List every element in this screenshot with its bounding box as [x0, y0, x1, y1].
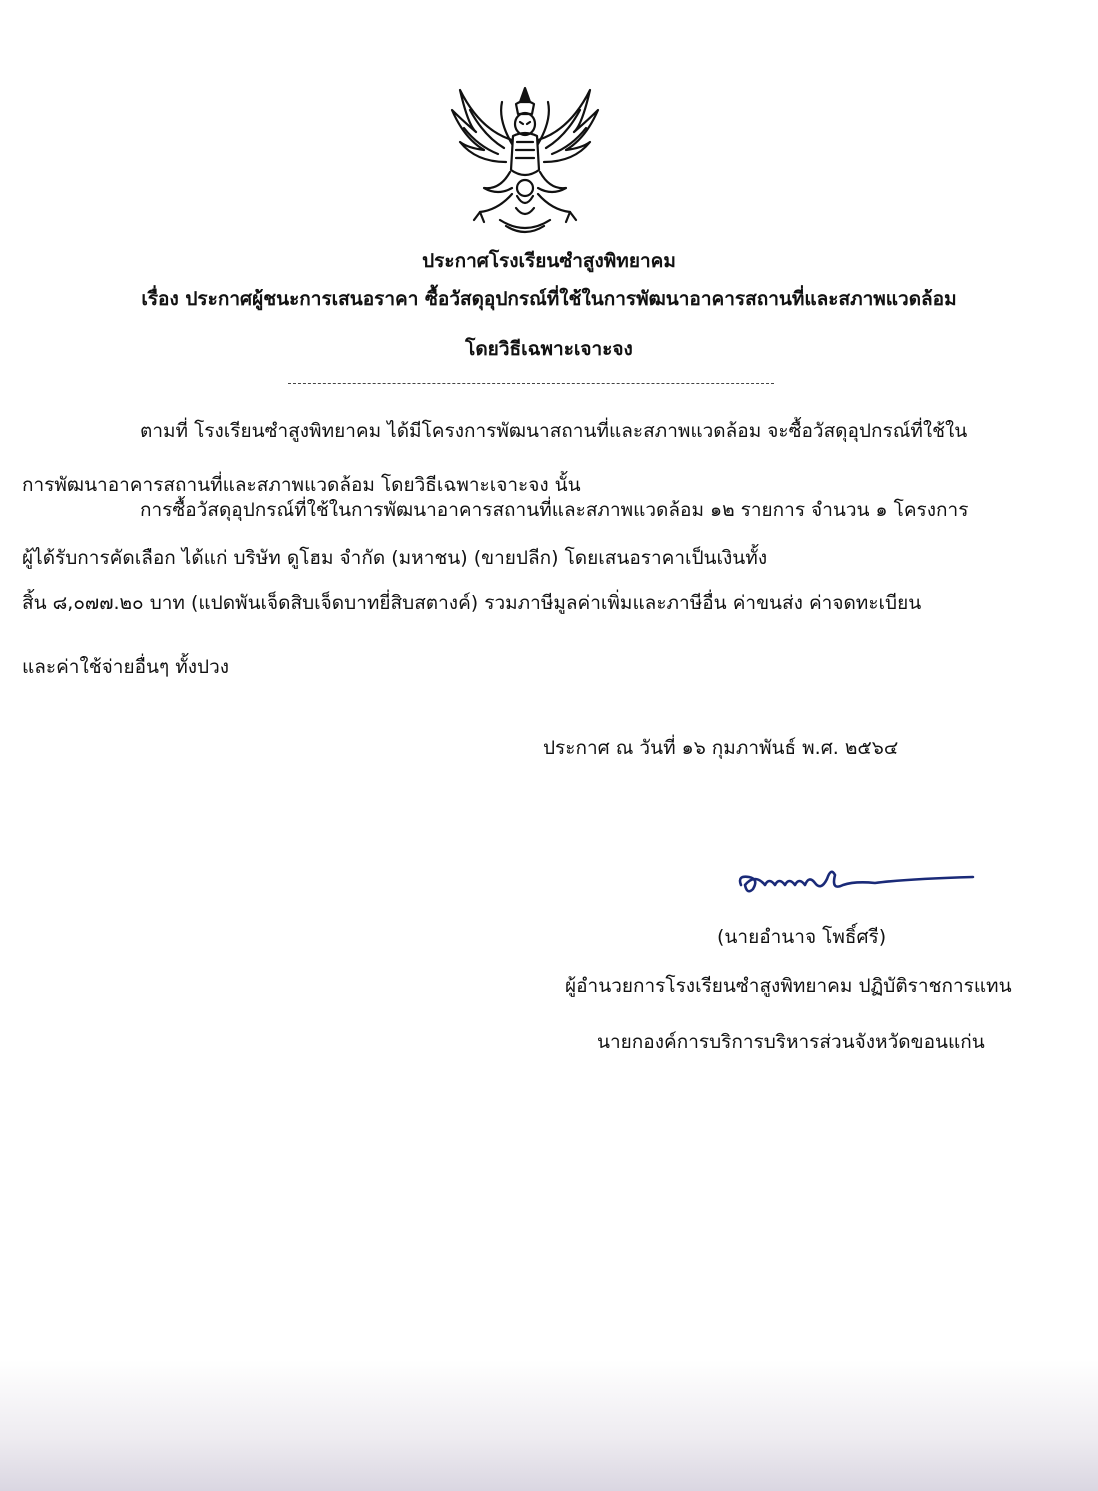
paragraph-2-line-2: ผู้ได้รับการคัดเลือก ได้แก่ บริษัท ดูโฮม จำกัด (มหาชน) (ขายปลีก) โดยเสนอราคาเป็นเงินทั้ง — [22, 547, 768, 569]
paragraph-1-line-2: การพัฒนาอาคารสถานที่และสภาพแวดล้อม โดยวิธีเฉพาะเจาะจง นั้น — [22, 474, 581, 496]
garuda-emblem-icon — [440, 70, 610, 240]
signer-name: (นายอำนาจ โพธิ์ศรี) — [717, 926, 887, 948]
signer-position-line-2: นายกองค์การบริการบริหารส่วนจังหวัดขอนแก่น — [597, 1031, 985, 1053]
paragraph-2-line-4: และค่าใช้จ่ายอื่นๆ ทั้งปวง — [22, 656, 230, 678]
handwritten-signature-icon — [735, 855, 980, 905]
dashed-divider — [288, 383, 774, 384]
scan-shadow — [0, 1360, 1098, 1491]
announcement-date: ประกาศ ณ วันที่ ๑๖ กุมภาพันธ์ พ.ศ. ๒๕๖๔ — [543, 737, 899, 759]
signer-position-line-1: ผู้อำนวยการโรงเรียนซำสูงพิทยาคม ปฏิบัติราชการแทน — [565, 975, 1012, 997]
paragraph-2-line-3: สิ้น ๘,๐๗๗.๒๐ บาท (แปดพันเจ็ดสิบเจ็ดบาทยี่สิบสตางค์) รวมภาษีมูลค่าเพิ่มและภาษีอื่น ค่าขนส่ง ค่าจดทะเบียน — [22, 592, 922, 614]
announcement-subject: เรื่อง ประกาศผู้ชนะการเสนอราคา ซื้อวัสดุอุปกรณ์ที่ใช้ในการพัฒนาอาคารสถานที่และสภาพแวดล้อม — [141, 288, 957, 310]
announcement-title: ประกาศโรงเรียนซำสูงพิทยาคม — [422, 250, 676, 272]
paragraph-2-line-1: การซื้อวัสดุอุปกรณ์ที่ใช้ในการพัฒนาอาคารสถานที่และสภาพแวดล้อม ๑๒ รายการ จำนวน ๑ โครงการ — [140, 499, 969, 521]
procurement-method: โดยวิธีเฉพาะเจาะจง — [465, 338, 633, 360]
paragraph-1-line-1: ตามที่ โรงเรียนซำสูงพิทยาคม ได้มีโครงการพัฒนาสถานที่และสภาพแวดล้อม จะซื้อวัสดุอุปกรณ์ที่ใช้ใน — [140, 420, 968, 442]
